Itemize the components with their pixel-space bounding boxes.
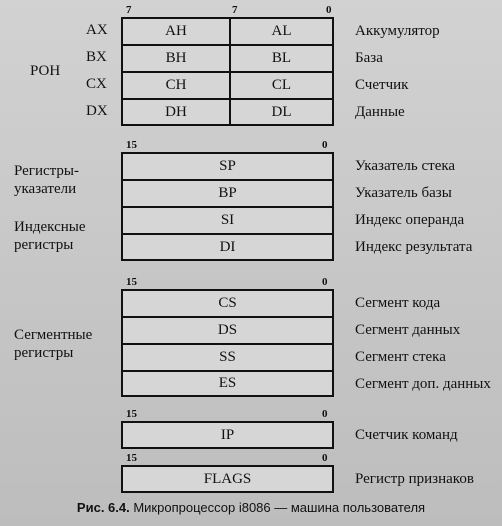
register-al: AL (271, 23, 292, 39)
register-name-dx: DX (86, 103, 108, 119)
ip-register-block (121, 421, 334, 449)
desc-flags: Регистр признаков (355, 471, 474, 487)
bit-label-0-pointer: 0 (322, 139, 328, 151)
desc-bp: Указатель базы (355, 185, 452, 201)
desc-ds: Сегмент данных (355, 322, 461, 338)
register-dh: DH (165, 103, 187, 120)
bit-label-0-ip: 0 (322, 408, 328, 420)
bit-label-7-low: 7 (232, 4, 238, 16)
bit-label-7-high: 7 (126, 4, 132, 16)
register-flags: FLAGS (203, 470, 252, 487)
register-dl: DL (271, 103, 292, 120)
desc-cs: Сегмент кода (355, 295, 441, 311)
segment-registers-block (121, 289, 334, 397)
register-sp: SP (219, 158, 236, 174)
bit-label-0-general: 0 (326, 4, 332, 16)
desc-es: Сегмент доп. данных (355, 376, 491, 392)
desc-dx: Данные (355, 104, 405, 120)
desc-ss: Сегмент стека (355, 349, 446, 365)
register-bh: BH (165, 50, 187, 66)
general-registers-block (121, 17, 334, 126)
desc-bx: База (355, 50, 383, 66)
figure-caption (0, 500, 502, 515)
register-ah: AH (165, 23, 187, 39)
register-cs: CS (218, 295, 237, 311)
register-es: ES (218, 375, 237, 391)
register-si: SI (220, 212, 235, 228)
desc-di: Индекс результата (355, 239, 473, 255)
register-ip: IP (220, 426, 235, 443)
desc-si: Индекс операнда (355, 212, 465, 228)
bit-label-0-segment: 0 (322, 276, 328, 288)
bit-label-15-flags: 15 (126, 452, 137, 464)
caption-number: Рис. 6.4. (76, 500, 130, 515)
desc-ax: Аккумулятор (355, 23, 440, 39)
desc-sp: Указатель стека (355, 158, 456, 174)
register-ds: DS (217, 322, 238, 338)
register-di: DI (219, 238, 236, 255)
register-name-ax: AX (86, 22, 108, 38)
group-label-general: РОН (30, 63, 61, 79)
bit-label-0-flags: 0 (322, 452, 328, 464)
group-label-index: Индексные регистры (14, 219, 86, 253)
register-bp: BP (218, 185, 237, 201)
flags-register-block (121, 465, 334, 493)
group-label-pointers: Регистры- указатели (14, 163, 79, 197)
register-name-cx: CX (86, 76, 107, 92)
register-ss: SS (219, 349, 236, 365)
bit-label-15-ip: 15 (126, 408, 137, 420)
register-cl: CL (271, 77, 292, 93)
register-ch: CH (165, 77, 187, 93)
bit-label-15-pointer: 15 (126, 139, 137, 151)
desc-ip: Счетчик команд (355, 427, 458, 443)
caption-text: Микропроцессор i8086 — машина пользователя (129, 500, 426, 515)
pointer-index-block (121, 152, 334, 261)
bit-label-15-segment: 15 (126, 276, 137, 288)
register-name-bx: BX (86, 49, 107, 65)
register-bl: BL (271, 50, 292, 66)
group-label-segment: Сегментные регистры (14, 327, 93, 361)
desc-cx: Счетчик (355, 77, 409, 93)
